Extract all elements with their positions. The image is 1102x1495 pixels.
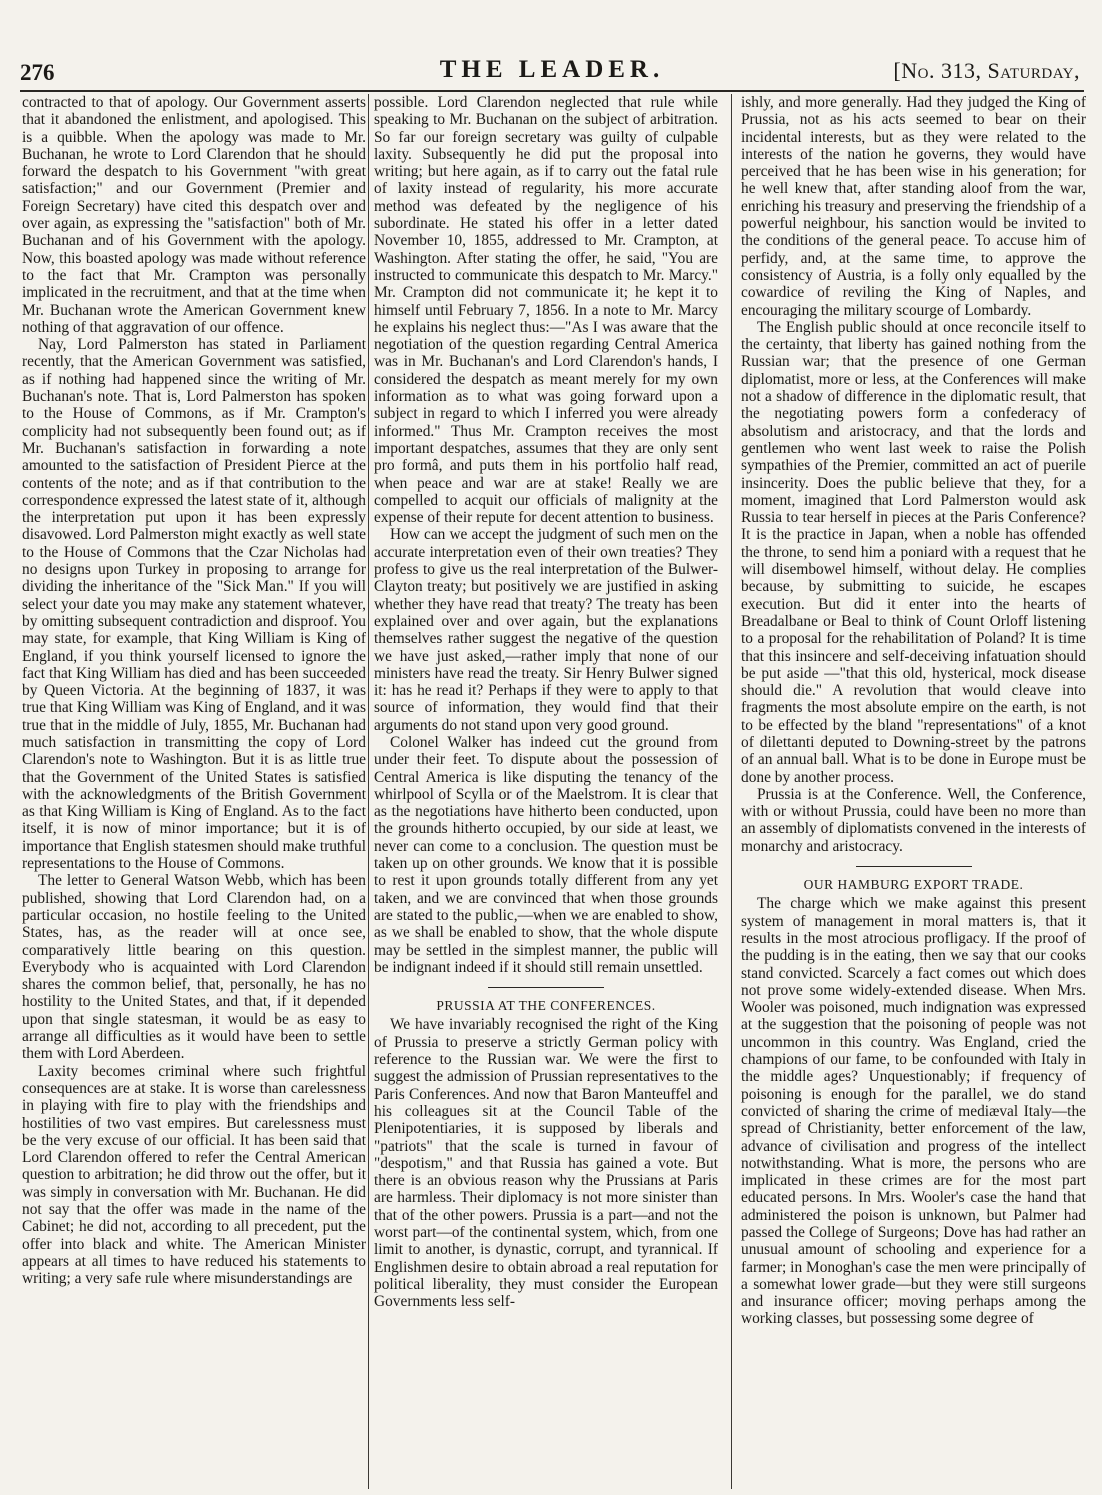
article-paragraph: ishly, and more generally. Had they judged the King of Prussia, not as his acts seemed to bear on their incidental interests, but as they were related to the interests of the nation he governs, they would have perceived that he has been wise in his generation; for he well knew that, after standing aloof from the war, enriching his treasury and preserving the friendship of a powerful neighbour, his sanction would be invited to the conditions of the general peace. To accuse him of perfidy, and, at the same time, to approve the consistency of Austria, is a folly only equalled by the cowardice of reviling the King of Naples, and encouraging the military scourge of Lombardy.: [741, 94, 1086, 319]
article-paragraph: Colonel Walker has indeed cut the ground from under their feet. To dispute about the possession of Central America is like disputing the tenancy of the whirlpool of Scylla or of the Maelstrom. It is clear that as the negotiations have hitherto been conducted, upon the grounds hitherto occupied, by our side at least, we never can come to a conclusion. The question must be taken up on other grounds. We know that it is possible to rest it upon grounds totally different from any yet taken, and we are convinced that when those grounds are stated to the public,—when we are enabled to show, as we shall be enabled to show, that the whole dispute may be settled in the simplest manner, the public will be indignant indeed if it should still remain unsettled.: [374, 733, 718, 976]
column-divider: [368, 94, 369, 1489]
section-divider: [856, 866, 972, 867]
issue-info: [No. 313, Saturday,: [893, 58, 1080, 83]
article-paragraph: possible. Lord Clarendon neglected that rule while speaking to Mr. Buchanan on the subject of arbitration. So far our foreign secretary was guilty of culpable laxity. Subsequently he did put the proposal into writing; but here again, as if to carry out the fatal rule of laxity instead of regularity, his more accurate method was defeated by the negligence of his subordinate. He stated his offer in a letter dated November 10, 1855, addressed to Mr. Crampton, at Washington. After stating the offer, he said, "You are instructed to communicate this despatch to Mr. Marcy." Mr. Crampton did not communicate it; he kept it to himself until February 7, 1856. In a note to Mr. Marcy he explains his neglect thus:—"As I was aware that the negotiation of the question regarding Central America was in Mr. Buchanan's and Lord Clarendon's hands, I considered the despatch as meant merely for my own information as to what was going forward upon a subject in regard to which I inferred you were already informed." Thus Mr. Crampton receives the most important despatches, assumes that they are only sent pro formâ, and puts them in his portfolio half read, when peace and war are at stake! Really we are compelled to acquit our officials of malignity at the expense of their repute for decent attention to business.: [374, 94, 718, 527]
column-3: [741, 94, 1086, 1489]
article-paragraph: Laxity becomes criminal where such frightful consequences are at stake. It is worse than carelessness in playing with fire to play with the friendships and hostilities of two vast empires. But carelessness must be the very excuse of our official. It has been said that Lord Clarendon offered to refer the Central American question to arbitration; he did throw out the offer, but it was simply in conversation with Mr. Buchanan. He did not say that the offer was made in the name of the Cabinet; he did not, according to all precedent, put the offer into black and white. The American Minister appears at all times to have reduced his statements to writing; a very safe rule where misunderstandings are: [22, 1062, 366, 1288]
section-divider: [488, 987, 604, 988]
article-paragraph: The charge which we make against this present system of management in moral matters is, that it results in the most atrocious profligacy. If the proof of the pudding is in the eating, then we say that our cooks stand convicted. Scarcely a fact comes out which does not prove some widely-extended disease. When Mrs. Wooler was poisoned, much indignation was expressed at the suggestion that the poisoning of people was not uncommon in this country. Was England, cried the champions of our fame, to be confounded with Italy in the middle ages? Unquestionably; if frequency of poisoning is enough for the parallel, we do stand convicted of sharing the crime of mediæval Italy—the spread of Christianity, better enforcement of the law, advance of civilisation and progress of the intellect notwithstanding. What is more, the persons who are implicated in these crimes are for the most part educated persons. In Mrs. Wooler's case the hand that administered the poison is unknown, but Palmer had passed the College of Surgeons; Dove has had rather an unusual amount of schooling and experience for a farmer; in Monoghan's case the men were principally of a somewhat lower grade—but they were still surgeons and insurance officer; moving perhaps among the working classes, but possessing some degree of: [741, 895, 1086, 1328]
article-paragraph: How can we accept the judgment of such men on the accurate interpretation even of their own treaties? They profess to give us the real interpretation of the Bulwer-Clayton treaty; but positively we are justified in asking whether they have read that treaty? The treaty has been explained over and over again, but the explanations themselves rather suggest the negative of the question we have just asked,—rather imply that none of our ministers have read the treaty. Sir Henry Bulwer signed it: has he read it? Perhaps if they were to apply to that source of information, they would find that their arguments do not stand upon very good ground.: [374, 526, 718, 734]
article-paragraph: Nay, Lord Palmerston has stated in Parliament recently, that the American Government was satisfied, as if nothing had happened since the writing of Mr. Buchanan's note. That is, Lord Palmerston has spoken to the House of Commons, as if Mr. Crampton's complicity had not subsequently been found out; as if Mr. Buchanan's satisfaction in forwarding a note amounted to the satisfaction of President Pierce at the contents of the note; and as if that contribution to the correspondence expressed the latest state of it, although the interpretation put upon it has been expressly disavowed. Lord Palmerston might exactly as well state to the House of Commons that the Czar Nicholas had no designs upon Turkey in proposing to arrange for dividing the inheritance of the "Sick Man." If you will select your date you may make any statement whatever, by omitting subsequent contradiction and disproof. You may state, for example, that King William is King of England, if you think yourself licensed to ignore the fact that King William has died and has been succeeded by Queen Victoria. At the beginning of 1837, it was true that King William was King of England, and it was true that in the middle of July, 1855, Mr. Buchanan had much satisfaction in transmitting the copy of Lord Clarendon's note to Washington. But it is as little true that the Government of the United States is satisfied with the acknowledgments of the British Government as that King William is King of England. As to the fact itself, it is now of minor importance; but it is of importance that English statesmen should make truthful representations to the House of Commons.: [22, 336, 366, 873]
column-divider: [731, 94, 732, 1489]
article-paragraph: The letter to General Watson Webb, which has been published, showing that Lord Clarendon had, on a particular occasion, no hostile feeling to the United States, has, as the reader will at once see, comparatively little bearing on this question. Everybody who is acquainted with Lord Clarendon shares the common belief, that, personally, he has no hostility to the United States, and that, if it depended upon that single statesman, it would be as easy to arrange all difficulties as it would have been to settle them with Lord Aberdeen.: [22, 872, 366, 1063]
column-1: [22, 94, 366, 1489]
article-paragraph: The English public should at once reconcile itself to the certainty, that liberty has gained nothing from the Russian war; that the presence of one German diplomatist, more or less, at the Conferences will make not a shadow of difference in the diplomatic result, that the negotiating powers form a confederacy of absolutism and aristocracy, and that the lords and gentlemen who went last week to raise the Polish sympathies of the Premier, committed an act of puerile insincerity. Does the public believe that they, for a moment, imagined that Lord Palmerston would ask Russia to tear herself in pieces at the Paris Conference? It is the practice in Japan, when a noble has offended the throne, to send him a poniard with a request that he will disembowel himself, without delay. He complies because, by submitting to suicide, he escapes execution. But did it enter into the hearts of Breadalbane or Beal to think of Count Orloff listening to a proposal for the rehabilitation of Poland? It is time that this insincere and self-deceiving infatuation should be put aside —"that this old, hysterical, mock disease should die." A revolution that would cleave into fragments the most absolute empire on the earth, is not to be effected by the bland "representations" of a knot of dilettanti deputed to Downing-street by the patrons of an annual ball. What is to be done in Europe must be done by another process.: [741, 318, 1086, 786]
page-number: 276: [20, 60, 55, 85]
column-2: [374, 94, 718, 1489]
article-paragraph: We have invariably recognised the right of the King of Prussia to preserve a strictly German policy with reference to the Russian war. We were the first to suggest the admission of Prussian representatives to the Paris Conferences. And now that Baron Manteuffel and his colleagues sit at the Council Table of the Plenipotentiaries, it is supposed by liberals and "patriots" that the scale is turned in favour of "despotism," and that Russia has gained a vote. But there is an obvious reason why the Prussians at Paris are harmless. Their diplomacy is not more sinister than that of the other powers. Prussia is a part—and not the worst part—of the continental system, which, from one limit to another, is dynastic, corrupt, and tyrannical. If Englishmen desire to obtain abroad a real reputation for political liberality, they must consider the European Governments less self-: [374, 1016, 718, 1311]
newspaper-title: THE LEADER.: [439, 56, 665, 83]
article-paragraph: Prussia is at the Conference. Well, the Conference, with or without Prussia, could have been no more than an assembly of diplomatists convened in the interests of monarchy and aristocracy.: [741, 785, 1086, 855]
masthead: [20, 54, 1084, 92]
section-heading: OUR HAMBURG EXPORT TRADE.: [803, 877, 1024, 893]
article-paragraph: contracted to that of apology. Our Government asserts that it abandoned the enlistment, and apologised. This is a quibble. When the apology was made to Mr. Buchanan, he wrote to Lord Clarendon that he should forward the despatch to his Government "with great satisfaction;" and our Government (Premier and Foreign Secretary) have cited this despatch over and over again, as expressing the "satisfaction" both of Mr. Buchanan and of his Government with the apology. Now, this boasted apology was made without reference to the fact that Mr. Crampton was personally implicated in the recruitment, and that at the time when Mr. Buchanan wrote the American Government knew nothing of that aggravation of our offence.: [22, 94, 366, 336]
section-heading: PRUSSIA AT THE CONFERENCES.: [436, 998, 656, 1014]
